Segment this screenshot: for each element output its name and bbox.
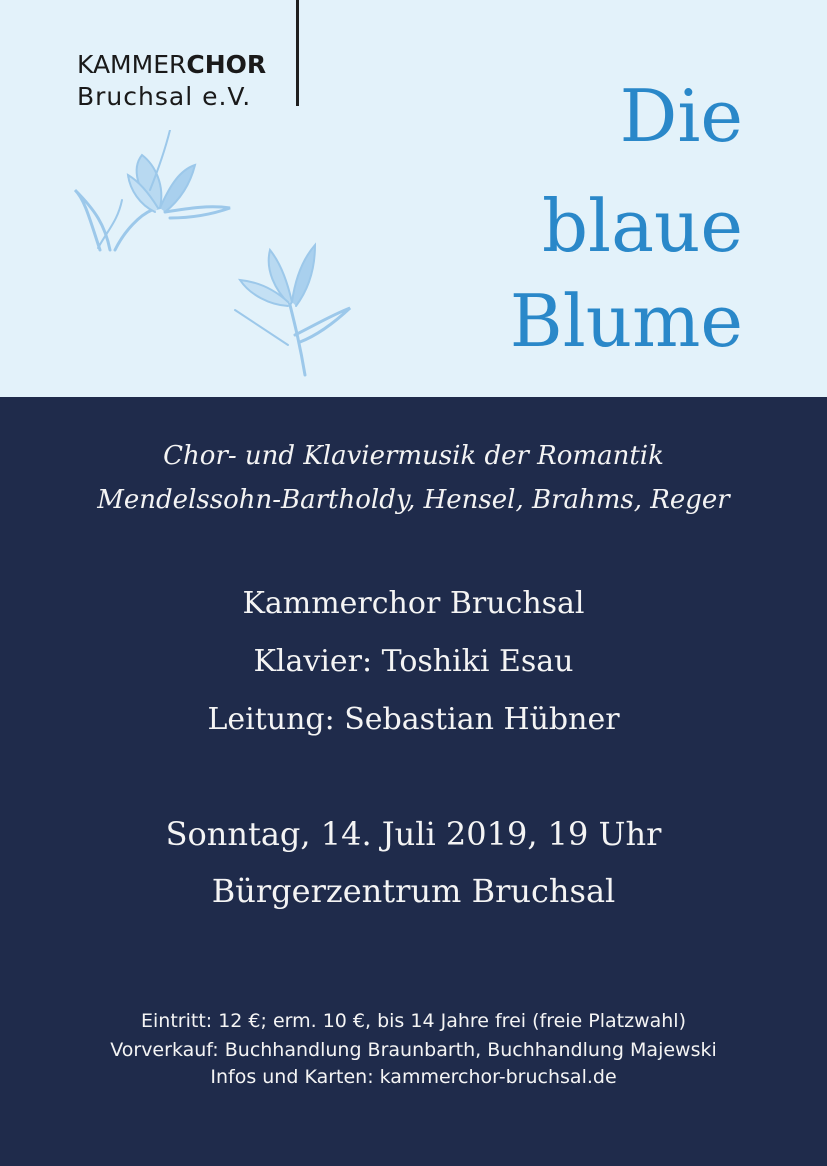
logo-kammer: KAMMER	[77, 50, 187, 79]
event-venue: Bürgerzentrum Bruchsal	[211, 872, 616, 910]
logo-divider	[296, 0, 299, 106]
performer-choir: Kammerchor Bruchsal	[242, 586, 585, 621]
contact-info: Infos und Karten: kammerchor-bruchsal.de	[210, 1066, 617, 1088]
presale-info: Vorverkauf: Buchhandlung Braunbarth, Buchhandlung Majewski	[110, 1039, 717, 1061]
logo-chor: CHOR	[186, 50, 267, 79]
admission-info: Eintritt: 12 €; erm. 10 €, bis 14 Jahre frei (freie Platzwahl)	[141, 1010, 686, 1032]
title-line2: blaue	[541, 184, 743, 268]
title-line1: Die	[619, 74, 743, 158]
title-line3: Blume	[509, 279, 743, 363]
logo-line1	[77, 50, 266, 79]
subtitle-line2: Mendelssohn-Bartholdy, Hensel, Brahms, Reger	[97, 485, 730, 515]
logo-line2: Bruchsal e.V.	[77, 82, 252, 111]
tulip-flowers-icon	[70, 130, 360, 380]
performer-conductor: Leitung: Sebastian Hübner	[207, 702, 620, 737]
performer-piano: Klavier: Toshiki Esau	[253, 644, 574, 679]
event-date: Sonntag, 14. Juli 2019, 19 Uhr	[165, 815, 662, 853]
subtitle-line1: Chor- und Klaviermusik der Romantik	[163, 441, 664, 471]
